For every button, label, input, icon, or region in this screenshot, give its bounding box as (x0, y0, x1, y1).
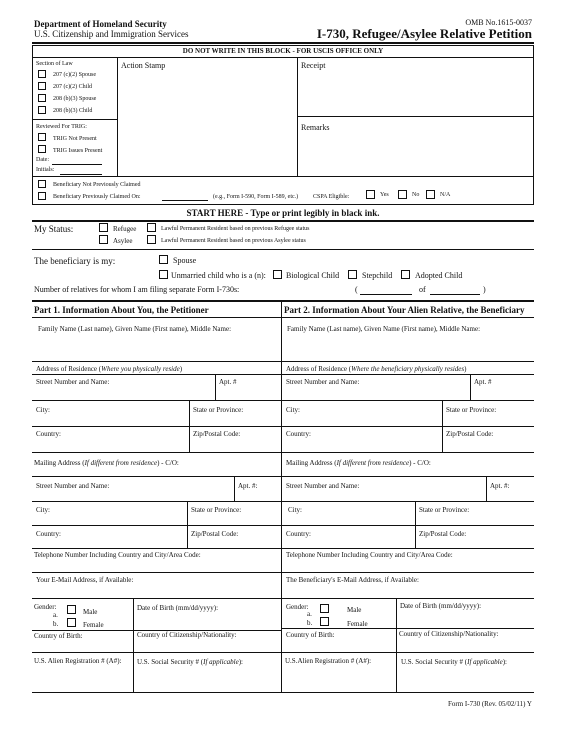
stepchild-label: Stepchild (362, 271, 393, 280)
p2-apt2-divider (486, 476, 487, 501)
trig-option-label: TRIG Issues Present (53, 148, 103, 154)
p1-apt2-divider (234, 476, 235, 501)
p2-city-label: City: (286, 406, 301, 414)
parts-divider (281, 300, 282, 692)
p2-zip-label: Zip/Postal Code: (446, 430, 494, 438)
p2-gender-label: Gender: (286, 603, 309, 611)
cspa-label: CSPA Eligible: (313, 194, 350, 200)
header-rule (32, 42, 534, 44)
p1-apt2-label: Apt. #: (238, 482, 258, 490)
trig-option-label: TRIG Not Present (53, 136, 97, 142)
unmarried-child-label: Unmarried child who is a (n): (171, 271, 266, 280)
p2-email-label: The Beneficiary's E-Mail Address, if Available: (286, 576, 419, 584)
law-207c2-child-checkbox[interactable] (38, 82, 46, 90)
p2-telephone-label: Telephone Number Including Country and City/Area Code: (286, 551, 453, 559)
cspa-yes-checkbox[interactable] (366, 190, 375, 199)
date-label: Date: (36, 157, 49, 163)
p1-ssn-text: U.S. Social Security # ( (137, 658, 204, 666)
p2-apt2-label: Apt. #: (490, 482, 510, 490)
p2-zip2-label: Zip/Postal Code: (419, 530, 467, 538)
cspa-no-checkbox[interactable] (398, 190, 407, 199)
law-trig-rule (32, 119, 117, 120)
p1-country-label: Country: (36, 430, 61, 438)
p1-city2-field[interactable] (32, 525, 281, 526)
p1-state2-label: State or Province: (191, 506, 242, 514)
cspa-na-label: N/A (440, 192, 451, 198)
p1-ssn-italic: If applicable (203, 658, 239, 666)
p2-male-checkbox[interactable] (320, 604, 329, 613)
status-rule (32, 249, 534, 250)
reviewed-trig-label: Reviewed For TRIG: (36, 124, 87, 130)
paren-open: ( (355, 285, 358, 294)
p1-street2-label: Street Number and Name: (36, 482, 110, 490)
status-lpr-asylee-label: Lawful Permanent Resident based on previous Asylee status (161, 238, 306, 244)
p2-address-rule (281, 374, 534, 375)
section-of-law-label: Section of Law (36, 61, 73, 67)
p2-ssn-end: ): (502, 658, 507, 666)
initials-label: Initials: (36, 167, 55, 173)
p1-state-label: State or Province: (193, 406, 244, 414)
p1-email-label: Your E-Mail Address, if Available: (36, 576, 134, 584)
law-option-label: 207 (c)(2) Spouse (53, 72, 96, 78)
start-here-instruction (32, 208, 534, 218)
p2-telephone-field[interactable] (281, 572, 534, 573)
p2-gender-a: a. (307, 610, 312, 618)
law-option-label: 207 (c)(2) Child (53, 84, 92, 90)
p1-email-field[interactable] (32, 598, 281, 599)
part1-title-rule (32, 317, 281, 318)
law-207c2-spouse-checkbox[interactable] (38, 70, 46, 78)
p2-street-field[interactable] (281, 400, 534, 401)
biological-child-checkbox[interactable] (273, 270, 282, 279)
beneficiary-claimed-checkbox[interactable] (38, 192, 46, 200)
p1-address-rule (32, 374, 281, 375)
p2-citizenship-field[interactable] (281, 652, 534, 653)
p1-city-field[interactable] (32, 426, 281, 427)
office-use-banner: DO NOT WRITE IN THIS BLOCK - FOR USCIS OFFICE ONLY (182, 47, 384, 55)
p2-family-name-field[interactable] (281, 361, 534, 362)
law-208b3-spouse-checkbox[interactable] (38, 94, 46, 102)
p1-country-field[interactable] (32, 452, 281, 453)
p1-gender-label: Gender: (34, 603, 57, 611)
beneficiary-spouse-label: Spouse (173, 256, 197, 265)
relative-number-field[interactable] (360, 294, 412, 295)
status-asylee-label: Asylee (113, 237, 133, 245)
p2-family-name-label: Family Name (Last name), Given Name (First name), Middle Name: (287, 325, 481, 333)
p1-dob-divider (133, 598, 134, 692)
p2-apt-label: Apt. # (474, 378, 492, 386)
p1-family-name-label: Family Name (Last name), Given Name (First name), Middle Name: (38, 325, 232, 333)
p1-address-label (36, 365, 182, 373)
p2-street2-label: Street Number and Name: (286, 482, 360, 490)
cspa-na-checkbox[interactable] (426, 190, 435, 199)
trig-not-present-checkbox[interactable] (38, 133, 46, 141)
beneficiary-claimed-label: Beneficiary Previously Claimed On: (53, 194, 141, 200)
agency-name: Department of Homeland Security (34, 19, 167, 29)
p2-city-field[interactable] (281, 426, 534, 427)
omb-number: OMB No.1615-0037 (465, 18, 532, 27)
p2-state-label: State or Province: (446, 406, 497, 414)
p1-address-italic: Where you physically reside (101, 365, 180, 373)
p1-apt-divider (215, 374, 216, 400)
p2-city2-field[interactable] (281, 525, 534, 526)
p2-address-end: ) (464, 365, 467, 373)
p1-street-field[interactable] (32, 400, 281, 401)
beneficiary-not-claimed-label: Beneficiary Not Previously Claimed (53, 182, 141, 188)
status-refugee-label: Refugee (113, 225, 137, 233)
p2-city2-label: City: (288, 506, 303, 514)
p2-mailing-label (286, 459, 431, 467)
number-relatives-label: Number of relatives for whom I am filing separate Form I-730s: (34, 285, 240, 294)
p1-female-label: Female (83, 621, 104, 629)
of-label: of (419, 285, 426, 294)
p1-country2-field[interactable] (32, 548, 281, 549)
action-stamp-label: Action Stamp (121, 61, 166, 70)
p1-telephone-field[interactable] (32, 572, 281, 573)
p2-state2-label: State or Province: (419, 506, 470, 514)
p2-street2-field[interactable] (281, 501, 534, 502)
part1-title: Part 1. Information About You, the Petitioner (34, 305, 209, 315)
p2-mailing-italic: If different from residence (336, 459, 410, 467)
office-bottom-rule (32, 176, 534, 177)
p1-address-end: ) (179, 365, 183, 373)
p1-male-checkbox[interactable] (67, 605, 76, 614)
trig-issues-present-checkbox[interactable] (38, 145, 46, 153)
law-208b3-child-checkbox[interactable] (38, 106, 46, 114)
beneficiary-not-claimed-checkbox[interactable] (38, 180, 46, 188)
p2-address-label (286, 365, 466, 373)
office-use-block (32, 45, 534, 205)
stepchild-checkbox[interactable] (348, 270, 357, 279)
p1-ssn-end: ): (238, 658, 243, 666)
start-here-bold: START HERE (186, 208, 244, 218)
p1-alien-reg-label: U.S. Alien Registration # (A#): (34, 657, 122, 665)
p2-gender-b: b. (307, 619, 313, 627)
relative-total-field[interactable] (430, 294, 480, 295)
p2-country-label: Country: (286, 430, 311, 438)
form-footer: Form I-730 (Rev. 05/02/11) Y (448, 700, 532, 708)
p1-mailing-italic: If different from residence (84, 459, 158, 467)
p1-street2-field[interactable] (32, 501, 281, 502)
p1-mailing-end: ) - C/O: (157, 459, 179, 467)
receipt-label: Receipt (301, 61, 326, 70)
p1-dob-label: Date of Birth (mm/dd/yyyy): (137, 604, 219, 612)
p2-country2-field[interactable] (281, 548, 534, 549)
beneficiary-unmarried-child-checkbox[interactable] (159, 270, 168, 279)
p2-ssn-text: U.S. Social Security # ( (401, 658, 468, 666)
p1-gender-b: b. (53, 620, 59, 628)
p1-zip2-label: Zip/Postal Code: (191, 530, 239, 538)
p2-mailing-text: Mailing Address ( (286, 459, 337, 467)
law-option-label: 208 (b)(3) Spouse (53, 96, 97, 102)
status-lpr-refugee-label: Lawful Permanent Resident based on previous Refugee status (161, 226, 310, 232)
status-lpr-asylee-checkbox[interactable] (147, 235, 156, 244)
p2-dob-label: Date of Birth (mm/dd/yyyy): (400, 602, 482, 610)
p1-mailing-label (34, 459, 179, 467)
law-option-label: 208 (b)(3) Child (53, 108, 93, 114)
p2-dob-divider (396, 598, 397, 692)
p1-citizenship-label: Country of Citizenship/Nationality: (137, 631, 237, 639)
p2-ssn-label (401, 658, 507, 666)
initials-field[interactable] (60, 174, 102, 175)
p1-female-checkbox[interactable] (67, 618, 76, 627)
p1-city-label: City: (36, 406, 51, 414)
office-col-rule-1 (117, 57, 118, 176)
cspa-yes-label: Yes (380, 192, 389, 198)
p2-female-label: Female (347, 620, 368, 628)
bottom-rule (32, 692, 534, 693)
p2-street-label: Street Number and Name: (286, 378, 360, 386)
p1-telephone-label: Telephone Number Including Country and City/Area Code: (34, 551, 201, 559)
p2-alien-reg-label: U.S.Alien Registration # (A#): (285, 657, 372, 665)
cspa-no-label: No (412, 192, 420, 198)
part2-title-rule (281, 317, 534, 318)
p2-address-italic: Where the beneficiary physically resides (351, 365, 465, 373)
start-here-rest: - Type or print legibly in black ink. (243, 208, 380, 218)
p2-country-birth-label: Country of Birth: (286, 631, 335, 639)
p1-country2-label: Country: (36, 530, 61, 538)
p2-email-field[interactable] (281, 598, 534, 599)
p1-ssn-label (137, 658, 243, 666)
p2-mailing-end: ) - C/O: (409, 459, 431, 467)
p2-ssn-italic: If applicable (467, 658, 503, 666)
banner-rule (32, 57, 534, 58)
p2-dob-field[interactable] (281, 628, 534, 629)
part2-title: Part 2. Information About Your Alien Relative, the Beneficiary (284, 305, 525, 315)
p1-family-name-field[interactable] (32, 361, 281, 362)
p1-male-label: Male (83, 608, 98, 616)
p1-mailing-text: Mailing Address ( (34, 459, 85, 467)
p2-address-text: Address of Residence ( (286, 365, 352, 373)
p1-city2-label: City: (36, 506, 51, 514)
form-title: I-730, Refugee/Asylee Relative Petition (316, 26, 532, 41)
status-refugee-checkbox[interactable] (99, 223, 108, 232)
p1-citizenship-field[interactable] (32, 652, 281, 653)
adopted-child-label: Adopted Child (415, 271, 463, 280)
p1-street-label: Street Number and Name: (36, 378, 110, 386)
p2-citizenship-label: Country of Citizenship/Nationality: (399, 630, 499, 638)
adopted-child-checkbox[interactable] (401, 270, 410, 279)
beneficiary-is-my-label: The beneficiary is my: (34, 256, 116, 266)
subagency-name: U.S. Citizenship and Immigration Services (34, 29, 189, 39)
p1-gender-a: a. (53, 611, 58, 619)
p2-country-field[interactable] (281, 452, 534, 453)
claimed-example: (e.g., Form I-590, Form I-589, etc.) (213, 194, 299, 200)
date-field[interactable] (52, 164, 102, 165)
p1-country-birth-label: Country of Birth: (34, 632, 83, 640)
p1-apt-label: Apt. # (219, 378, 237, 386)
p1-address-text: Address of Residence ( (36, 365, 102, 373)
claimed-on-field[interactable] (162, 200, 208, 201)
receipt-rule (297, 116, 534, 117)
beneficiary-spouse-checkbox[interactable] (159, 255, 168, 264)
p1-zip-label: Zip/Postal Code: (193, 430, 241, 438)
p2-male-label: Male (347, 606, 362, 614)
start-here-rule (32, 220, 534, 222)
p2-apt-divider (470, 374, 471, 400)
biological-child-label: Biological Child (286, 271, 340, 280)
p1-mailing-field[interactable] (32, 476, 281, 477)
parts-top-rule (32, 300, 534, 302)
status-lpr-refugee-checkbox[interactable] (147, 223, 156, 232)
status-asylee-checkbox[interactable] (99, 235, 108, 244)
p2-country2-label: Country: (286, 530, 311, 538)
my-status-label: My Status: (34, 224, 74, 234)
remarks-label: Remarks (301, 123, 330, 132)
paren-close: ) (483, 285, 486, 294)
p2-mailing-field[interactable] (281, 476, 534, 477)
p2-female-checkbox[interactable] (320, 617, 329, 626)
